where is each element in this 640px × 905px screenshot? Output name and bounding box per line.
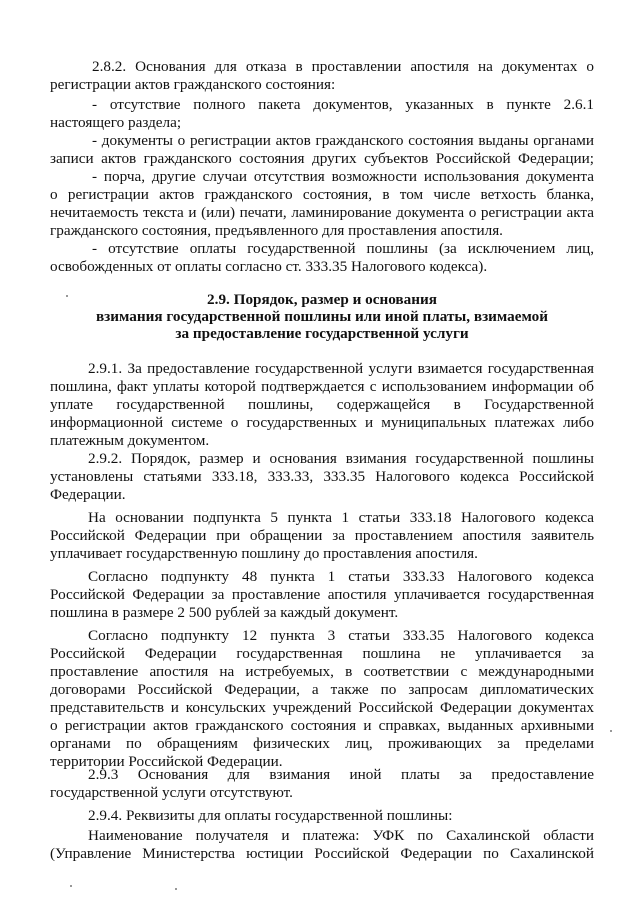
para-2-9-1-line: пошлина, факт уплаты которой подтверждается с использованием информации об: [50, 378, 594, 395]
para-2-8-2-line: регистрации актов гражданского состояния:: [50, 76, 336, 93]
para-2-8-2-line: настоящего раздела;: [50, 114, 182, 131]
para-2-9-1-line: платежным документом.: [50, 432, 210, 449]
para-2-9-1-line: 2.9.1. За предоставление государственной услуги взимается государственная: [88, 360, 594, 377]
para-2-8-2-line: - документы о регистрации актов гражданского состояния выданы органами: [92, 132, 594, 149]
section-title-line: 2.9. Порядок, размер и основания: [207, 291, 437, 308]
para-basis-line: Российской Федерации при обращении за проставлением апостиля заявитель: [50, 527, 594, 544]
para-48-line: Согласно подпункту 48 пункта 1 статьи 333.33 Налогового кодекса: [88, 568, 594, 585]
para-2-9-4-line: 2.9.4. Реквизиты для оплаты государственной пошлины:: [88, 807, 453, 824]
para-2-8-2-line: гражданского состояния, предъявленного для проставления апостиля.: [50, 222, 503, 239]
para-2-8-2-line: освобожденных от оплаты согласно ст. 333.35 Налогового кодекса).: [50, 258, 488, 275]
para-2-9-3-line: государственной услуги отсутствуют.: [50, 784, 293, 801]
scan-speck: [610, 730, 612, 732]
para-12-line: Согласно подпункту 12 пункта 3 статьи 333.35 Налогового кодекса: [88, 627, 594, 644]
para-2-9-2-line: установлены статьями 333.18, 333.33, 333.35 Налогового кодекса Российской: [50, 468, 594, 485]
scan-speck: [70, 885, 72, 887]
para-2-8-2-line: - отсутствие оплаты государственной пошлины (за исключением лиц,: [92, 240, 594, 257]
para-12-line: представительств и консульских учреждений Российской Федерации документах: [50, 699, 594, 716]
para-12-line: территории Российской Федерации.: [50, 753, 283, 770]
para-basis-line: уплачивает государственную пошлину до проставления апостиля.: [50, 545, 478, 562]
para-2-8-2-line: - порча, другие случаи отсутствия возможности использования документа: [92, 168, 594, 185]
para-2-9-2-line: Федерации.: [50, 486, 126, 503]
para-recipient-line: Наименование получателя и платежа: УФК по Сахалинской области: [88, 827, 594, 844]
para-12-line: Российской Федерации государственная пошлина не уплачивается за: [50, 645, 594, 662]
para-48-line: пошлина в размере 2 500 рублей за каждый документ.: [50, 604, 399, 621]
scan-speck: [66, 295, 68, 297]
para-2-8-2-line: 2.8.2. Основания для отказа в проставлении апостиля на документах о: [92, 58, 594, 75]
para-12-line: органами по обращениям физических лиц, проживающих за пределами: [50, 735, 594, 752]
scan-speck: [175, 888, 177, 890]
para-2-9-1-line: информационной системе о государственных и муниципальных платежах либо: [50, 414, 594, 431]
para-2-9-2-line: 2.9.2. Порядок, размер и основания взимания государственной пошлины: [88, 450, 594, 467]
para-48-line: Российской Федерации за проставление апостиля уплачивается государственная: [50, 586, 594, 603]
para-12-line: о регистрации актов гражданского состояния и справках, выданных архивными: [50, 717, 594, 734]
para-12-line: проставление апостиля на истребуемых, в соответствии с международными: [50, 663, 594, 680]
para-2-8-2-line: нечитаемость текста и (или) печати, ламинирование документа о регистрации акта: [50, 204, 594, 221]
para-2-9-3-line: 2.9.3 Основания для взимания иной платы за предоставление: [88, 766, 594, 783]
para-2-8-2-line: - отсутствие полного пакета документов, указанных в пункте 2.6.1: [92, 96, 594, 113]
para-recipient-line: (Управление Министерства юстиции Российской Федерации по Сахалинской: [50, 845, 594, 862]
para-2-8-2-line: записи актов гражданского состояния других субъектов Российской Федерации;: [50, 150, 594, 167]
para-basis-line: На основании подпункта 5 пункта 1 статьи 333.18 Налогового кодекса: [88, 509, 594, 526]
para-2-9-1-line: уплате государственной пошлины, содержащейся в Государственной: [50, 396, 594, 413]
section-title-line: взимания государственной пошлины или иной платы, взимаемой: [95, 308, 548, 325]
para-12-line: договорами Российской Федерации, а также по запросам дипломатических: [50, 681, 594, 698]
section-title-line: за предоставление государственной услуги: [175, 325, 469, 342]
para-2-8-2-line: о регистрации актов гражданского состояния, в том числе ветхость бланка,: [50, 186, 594, 203]
